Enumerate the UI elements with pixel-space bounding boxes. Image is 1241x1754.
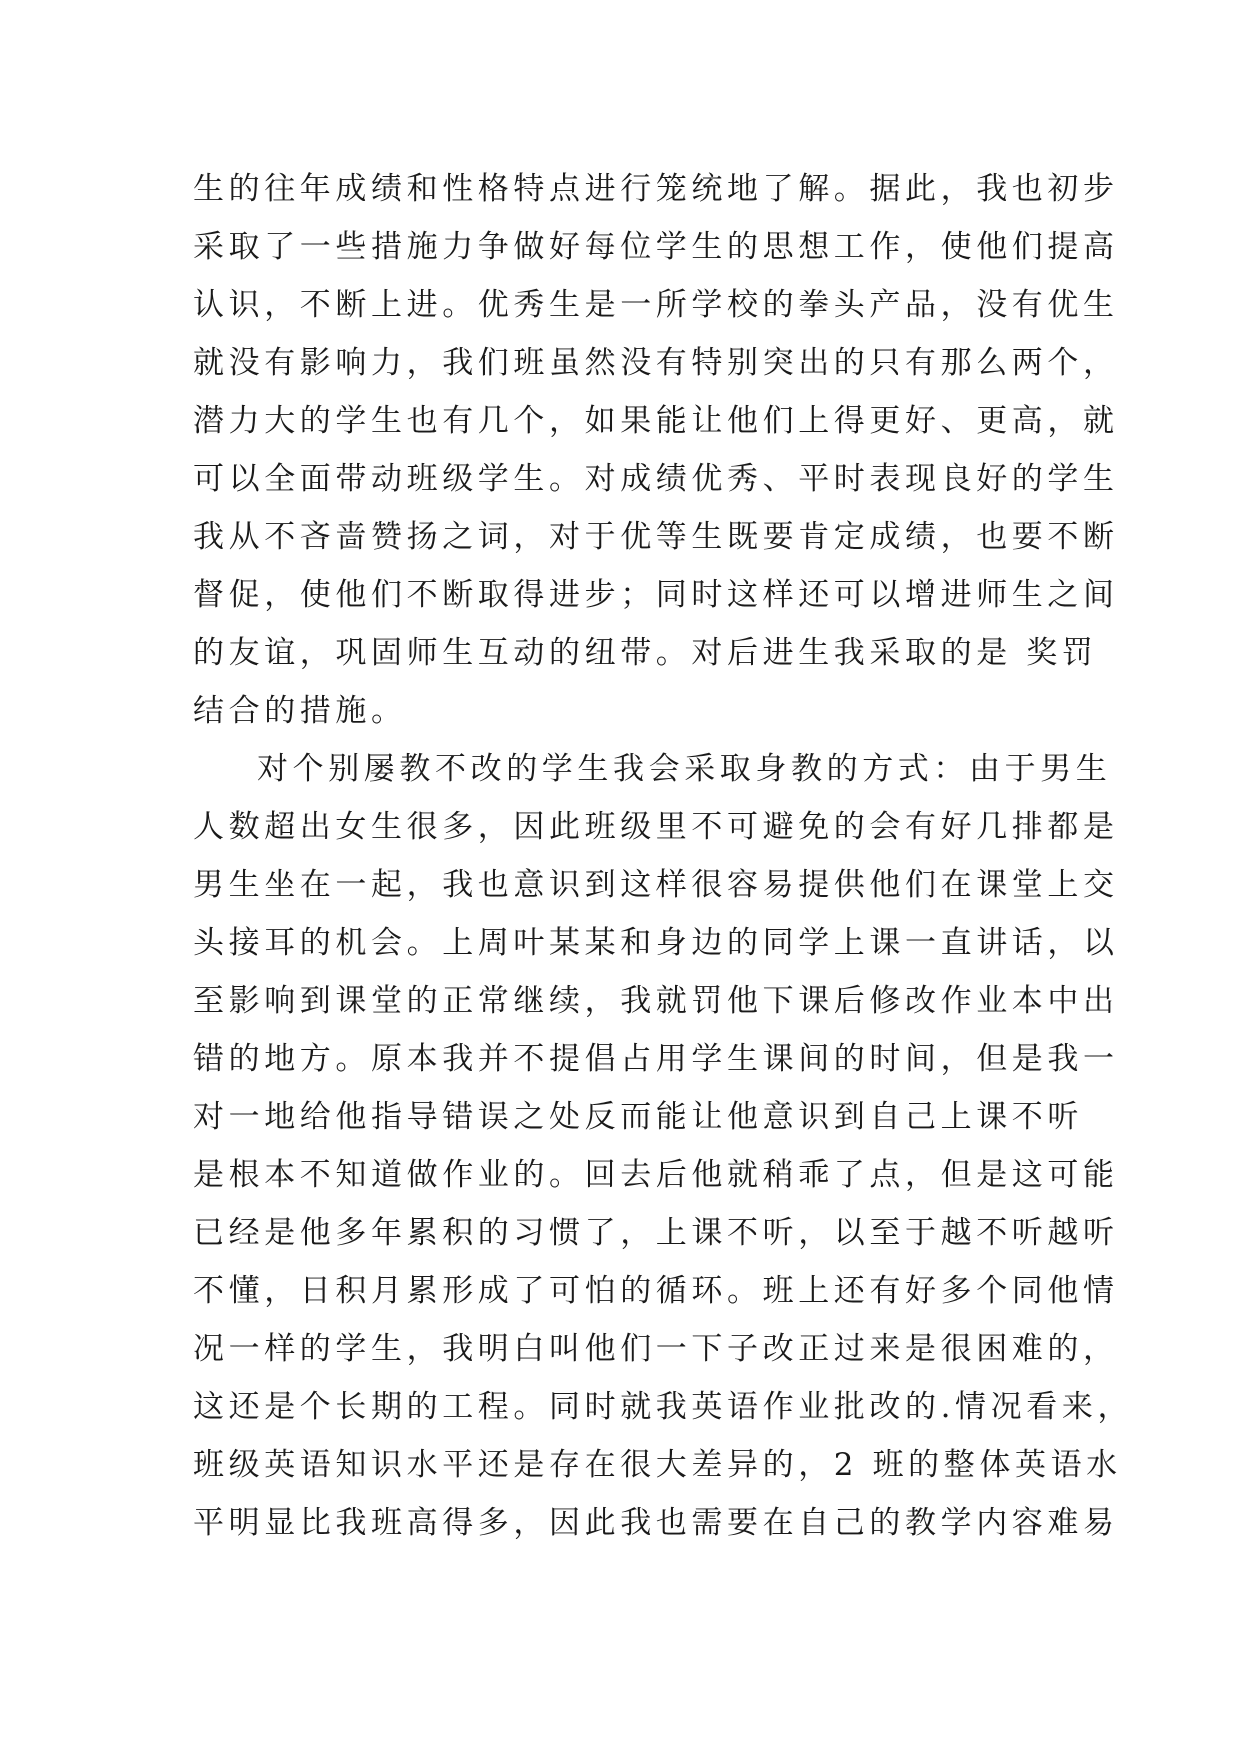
text-line: 男生坐在一起，我也意识到这样很容易提供他们在课堂上交 [193,867,1119,903]
text-line: 是根本不知道做作业的。回去后他就稍乖了点，但是这可能 [193,1157,1119,1193]
text-line: 潜力大的学生也有几个，如果能让他们上得更好、更高，就 [193,403,1119,439]
text-line: 人数超出女生很多，因此班级里不可避免的会有好几排都是 [193,809,1119,845]
text-line: 不懂，日积月累形成了可怕的循环。班上还有好多个同他情 [193,1273,1119,1309]
text-line: 头接耳的机会。上周叶某某和身边的同学上课一直讲话，以 [193,925,1119,961]
text-line: 采取了一些措施力争做好每位学生的思想工作，使他们提高 [193,229,1119,265]
text-line: 这还是个长期的工程。同时就我英语作业批改的.情况看来， [193,1389,1134,1425]
text-line: 班级英语知识水平还是存在很大差异的，2 班的整体英语水 [193,1447,1122,1483]
body-text [193,160,1134,1552]
text-line: 就没有影响力，我们班虽然没有特别突出的只有那么两个， [193,345,1119,381]
text-line: 况一样的学生，我明白叫他们一下子改正过来是很困难的， [193,1331,1119,1367]
text-line: 认识，不断上进。优秀生是一所学校的拳头产品，没有优生 [193,287,1119,323]
text-line: 我从不吝啬赞扬之词，对于优等生既要肯定成绩，也要不断 [193,519,1119,555]
text-line: 至影响到课堂的正常继续，我就罚他下课后修改作业本中出 [193,983,1119,1019]
text-line: 可以全面带动班级学生。对成绩优秀、平时表现良好的学生 [193,461,1119,497]
text-line: 已经是他多年累积的习惯了，上课不听，以至于越不听越听 [193,1215,1119,1251]
text-line: 结合的措施。 [193,693,407,729]
text-line: 对一地给他指导错误之处反而能让他意识到自己上课不听 [193,1099,1083,1135]
text-line: 错的地方。原本我并不提倡占用学生课间的时间，但是我一 [193,1041,1119,1077]
text-line: 平明显比我班高得多，因此我也需要在自己的教学内容难易 [193,1505,1119,1541]
text-line: 督促，使他们不断取得进步；同时这样还可以增进师生之间 [193,577,1119,613]
text-line: 的友谊，巩固师生互动的纽带。对后进生我采取的是 奖罚 [193,635,1098,671]
text-line: 生的往年成绩和性格特点进行笼统地了解。据此，我也初步 [193,171,1119,207]
paragraph-start-line: 对个别屡教不改的学生我会采取身教的方式：由于男生 [257,751,1112,787]
